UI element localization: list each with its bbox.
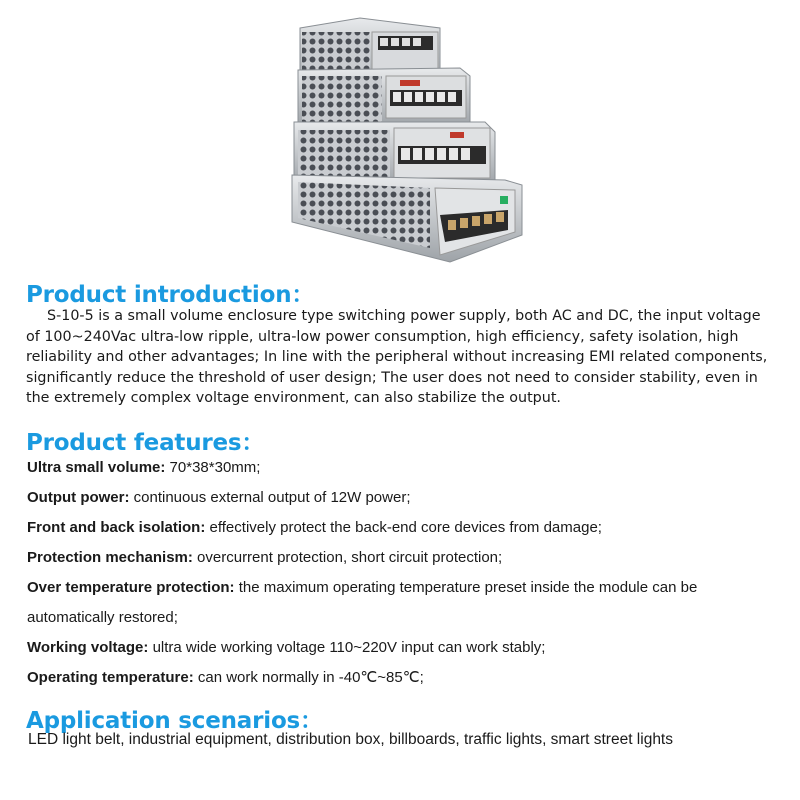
feature-item — [27, 543, 787, 573]
product-introduction-heading: Product introduction： — [26, 282, 315, 308]
power-supply-unit-2 — [298, 68, 470, 126]
power-supply-product-image — [290, 10, 530, 265]
product-introduction-text: S-10-5 is a small volume enclosure type switching power supply, both AC and DC, the input voltage of 100~240Vac ultra-low ripple, ultra-low power consumption, high efficiency, safety isolation, high reliability and other advantages; In line with the peripheral without increasing EMI related components, significantly reduce the threshold of user design; The user does not need to consider stability, even in the extremely complex voltage environment, can also stabilize the output. — [26, 308, 768, 406]
power-supply-unit-4 — [292, 175, 522, 262]
feature-item — [27, 483, 787, 513]
feature-label: Front and back isolation: — [27, 519, 206, 536]
feature-text: can work normally in -40℃~85℃; — [193, 669, 424, 686]
application-scenarios-text: LED light belt, industrial equipment, distribution box, billboards, traffic lights, smart street lights — [28, 731, 673, 748]
application-scenarios-heading: Application scenarios： — [26, 708, 323, 734]
feature-label: Working voltage: — [27, 639, 149, 656]
product-features-list — [27, 453, 787, 693]
feature-label: Ultra small volume: — [27, 459, 166, 476]
feature-text: the maximum operating temperature preset inside the module can be automatically restored; — [27, 579, 698, 626]
feature-label: Over temperature protection: — [27, 579, 235, 596]
feature-text: 70*38*30mm; — [165, 459, 261, 476]
feature-item — [27, 573, 787, 633]
feature-text: continuous external output of 12W power; — [129, 489, 411, 506]
feature-text: ultra wide working voltage 110~220V input can work stably; — [148, 639, 546, 656]
feature-label: Output power: — [27, 489, 130, 506]
feature-text: overcurrent protection, short circuit protection; — [192, 549, 503, 566]
product-features-heading: Product features： — [26, 430, 265, 456]
feature-label: Protection mechanism: — [27, 549, 193, 566]
feature-item — [27, 513, 787, 543]
feature-item — [27, 633, 787, 663]
feature-label: Operating temperature: — [27, 669, 194, 686]
feature-text: effectively protect the back-end core devices from damage; — [205, 519, 602, 536]
feature-item — [27, 663, 787, 693]
feature-item — [27, 453, 787, 483]
